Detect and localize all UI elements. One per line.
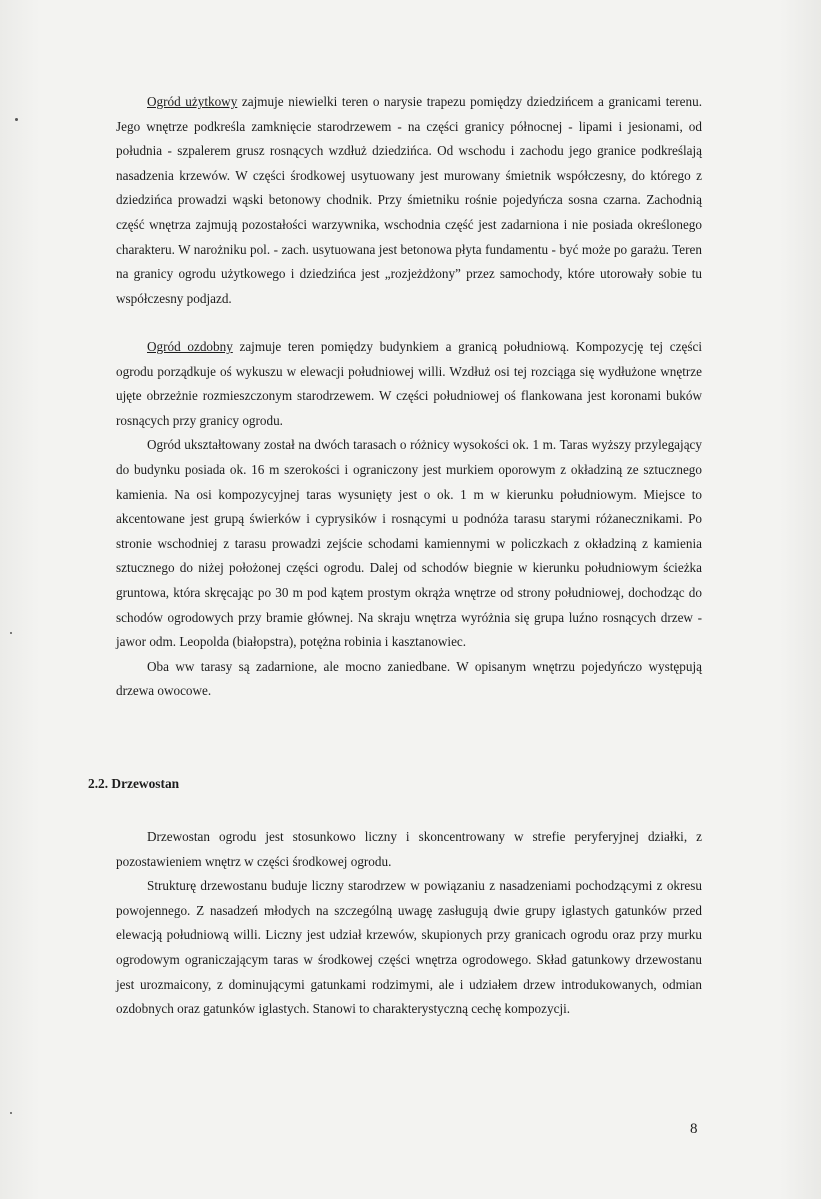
- scan-speck: [15, 118, 18, 121]
- ornamental-garden-term: Ogród ozdobny: [147, 339, 233, 354]
- tree-stand-paragraph-1: Drzewostan ogrodu jest stosunkowo liczny i skoncentrowany w strefie peryferyjnej działki, z pozostawieniem wnętrz w części środkowej ogrodu.: [116, 829, 702, 869]
- utility-garden-paragraph: [116, 90, 702, 311]
- page-number: 8: [690, 1121, 698, 1137]
- ornamental-garden-section: [116, 335, 702, 704]
- utility-garden-section: [116, 90, 702, 311]
- scan-speck: [10, 1112, 12, 1114]
- scan-speck: [10, 632, 12, 634]
- tree-stand-section: [116, 825, 702, 1022]
- ornamental-garden-paragraph: [116, 335, 702, 433]
- utility-garden-term: Ogród użytkowy: [147, 94, 238, 109]
- ornamental-terraces-paragraph: Ogród ukształtowany został na dwóch tarasach o różnicy wysokości ok. 1 m. Taras wyższy przylegający do budynku posiada ok. 16 m szerokości i ograniczony jest murkiem oporowym z okładziną ze sztucznego kamienia. Na osi kompozycyjnej taras wysunięty jest o ok. 1 m w kierunku południowym. Miejsce to akcentowane jest grupą świerków i cyprysików i rosnącymi u podnóża tarasu starymi różanecznikami. Po stronie wschodniej z tarasu prowadzi zejście schodami kamiennymi w policzkach z okładziną z kamienia sztucznego do niżej położonej części ogrodu. Dalej od schodów biegnie w kierunku południowym ścieżka gruntowa, która skręcając po 30 m pod kątem prostym okrąża wnętrze od strony południowej, dochodząc do schodów ogrodowych przy bramie głównej. Na skraju wnętrza wyróżnia się grupa luźno rosnących drzew - jawor odm. Leopolda (białopstra), potężna robinia i kasztanowiec.: [116, 437, 702, 650]
- section-heading-drzewostan: 2.2. Drzewostan: [88, 776, 180, 791]
- tree-stand-paragraph-2: Strukturę drzewostanu buduje liczny starodrzew w powiązaniu z nasadzeniami pochodzącymi z okresu powojennego. Z nasadzeń młodych na szczególną uwagę zasługują dwie grupy iglastych gatunków przed elewacją południową willi. Liczny jest udział krzewów, skupionych przy granicach ogrodu oraz przy murku ogrodowym ograniczającym taras w środkowej części wnętrza ogrodowego. Skład gatunkowy drzewostanu jest urozmaicony, z dominującymi gatunkami rodzimymi, ale i udziałem drzew introdukowanych, odmian ozdobnych oraz gatunków iglastych. Stanowi to charakterystyczną cechę kompozycji.: [116, 878, 702, 1017]
- ornamental-garden-text: zajmuje teren pomiędzy budynkiem a granicą południową. Kompozycję tej części ogrodu porządkuje oś wykuszu w elewacji południowej willi. Wzdłuż osi tej rozciąga się wydłużone wnętrze ujęte obrzeżnie rozmieszczonym starodrzewem. W części południowej oś flankowana jest koronami buków rosnących przy granicy ogrodu.: [116, 339, 702, 428]
- utility-garden-text: zajmuje niewielki teren o narysie trapezu pomiędzy dziedzińcem a granicami terenu. Jego wnętrze podkreśla zamknięcie starodrzewem - na części granicy północnej - lipami i jesionami, od południa - szpalerem grusz rosnących wzdłuż dziedzińca. Od wschodu i zachodu jego granice podkreślają nasadzenia krzewów. W części środkowej usytuowany jest murowany śmietnik współczesny, do którego z dziedzińca prowadzi wąski betonowy chodnik. Przy śmietniku rośnie pojedyńcza sosna czarna. Zachodnią część wnętrza zajmują pozostałości warzywnika, wschodnia część jest zadarniona i nie posiada określonego charakteru. W narożniku pol. - zach. usytuowana jest betonowa płyta fundamentu - być może po garażu. Teren na granicy ogrodu użytkowego i dziedzińca jest „rozjeżdżony” przez samochody, które utorowały sobie tu współczesny podjazd.: [116, 94, 702, 306]
- ornamental-fruit-trees-paragraph: Oba ww tarasy są zadarnione, ale mocno zaniedbane. W opisanym wnętrzu pojedyńczo występują drzewa owocowe.: [116, 658, 702, 699]
